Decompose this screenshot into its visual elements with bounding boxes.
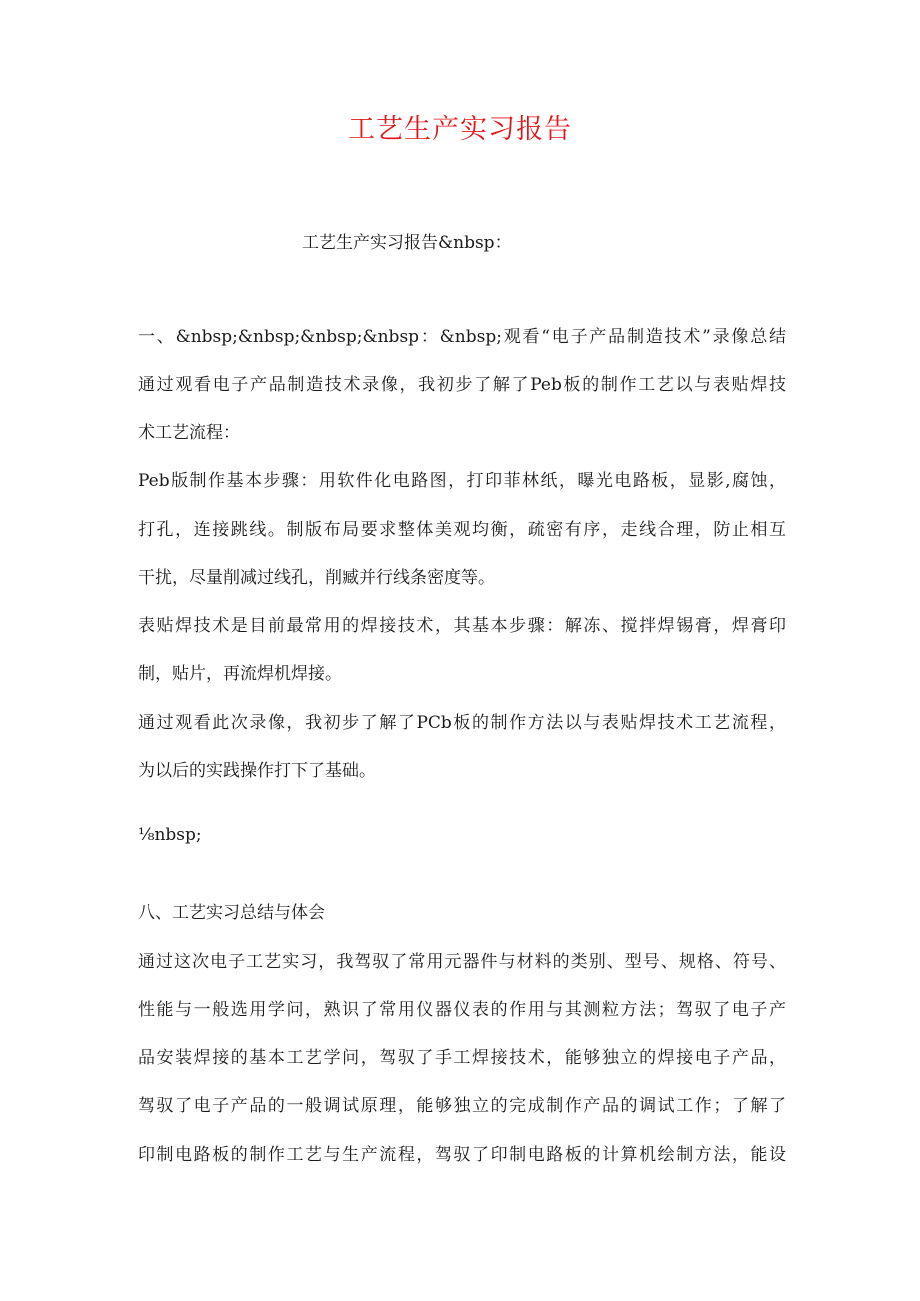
- paragraph-line: 为以后的实践操作打下了基础。: [138, 761, 376, 781]
- paragraph-line: ⅛nbsp;: [138, 825, 202, 845]
- paragraph-line: 术工艺流程：: [138, 423, 240, 443]
- paragraph-line: 印制电路板的制作工艺与生产流程，驾驭了印制电路板的计算机绘制方法，能设: [138, 1145, 786, 1165]
- paragraph-line: 通过这次电子工艺实习，我驾驭了常用元器件与材料的类别、型号、规格、符号、: [138, 952, 786, 972]
- paragraph-line: 制，贴片，再流焊机焊接。: [138, 664, 342, 684]
- paragraph-line: 表贴焊技术是目前最常用的焊接技术，其基本步骤：解冻、搅拌焊锡膏，焊膏印: [138, 616, 786, 636]
- paragraph-line: 干扰，尽量削减过线孔，削臧并行线条密度等。: [138, 568, 495, 588]
- paragraph-line: 通过观看此次录像，我初步了解了PCb板的制作方法以与表贴焊技术工艺流程，: [138, 713, 786, 733]
- document-title: 工艺生产实习报告: [348, 114, 572, 145]
- paragraph-line: Peb版制作基本步骤：用软件化电路图，打印菲林纸，曝光电路板，显影,腐蚀，: [138, 471, 786, 491]
- paragraph-line: 一、&nbsp;&nbsp;&nbsp;&nbsp：&nbsp;观看“电子产品制造技术”录像总结: [138, 327, 786, 347]
- paragraph-line: 打孔，连接跳线。制版布局要求整体美观均衡，疏密有序，走线合理，防止相互: [138, 520, 786, 540]
- paragraph-line: 驾驭了电子产品的一般调试原理，能够独立的完成制作产品的调试工作；了解了: [138, 1096, 786, 1116]
- paragraph-line: 通过观看电子产品制造技术录像，我初步了解了Peb板的制作工艺以与表贴焊技: [138, 375, 786, 395]
- paragraph-line: 品安装焊接的基本工艺学问，驾驭了手工焊接技术，能够独立的焊接电子产品，: [138, 1048, 786, 1068]
- paragraph-line: 性能与一般选用学问，熟识了常用仪器仪表的作用与其测粒方法；驾驭了电子产: [138, 1000, 786, 1020]
- document-subtitle: 工艺生产实习报告&nbsp：: [302, 233, 512, 253]
- section-heading: 八、工艺实习总结与体会: [138, 903, 325, 923]
